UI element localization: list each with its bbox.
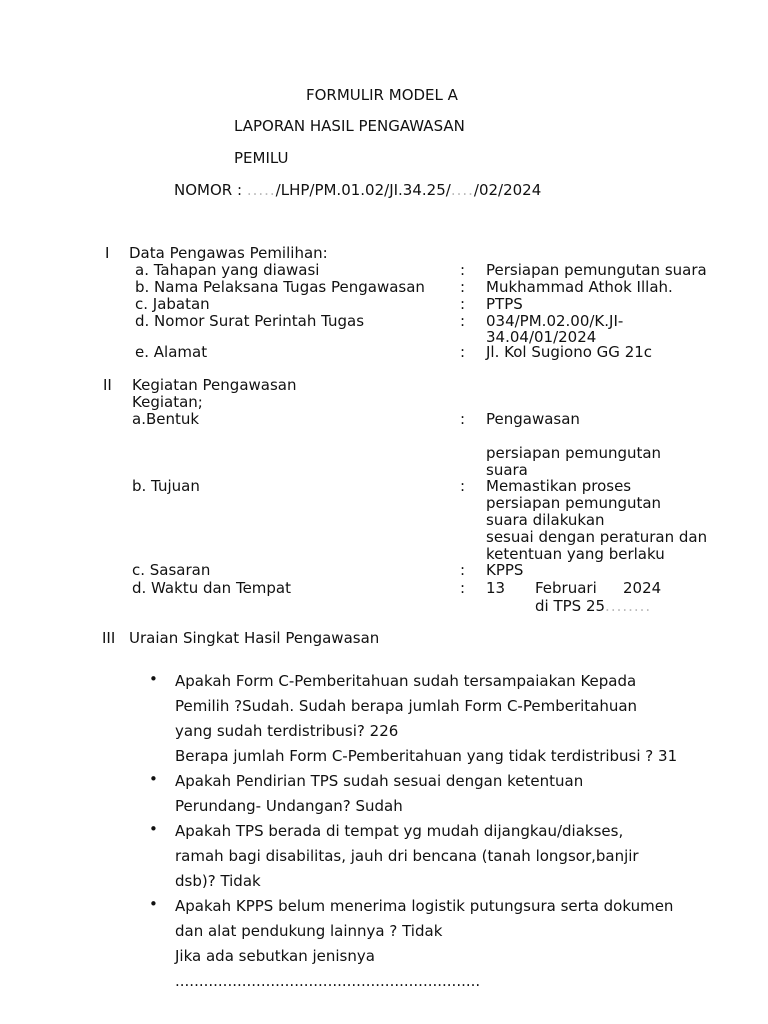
bullet-line: dan alat pendukung lainnya ? Tidak [175, 922, 443, 940]
bullet-line: Pemilih ?Sudah. Sudah berapa jumlah Form C-Pemberitahuan [175, 697, 638, 715]
nomor-blank-2: .... [450, 181, 474, 199]
bullet-line: Jika ada sebutkan jenisnya [175, 947, 375, 965]
waktu-place-blank: ........ [605, 597, 652, 615]
row-colon: : [460, 261, 466, 279]
waktu-place-line [535, 598, 651, 615]
row-value-2: 34.04/01/2024 [486, 328, 597, 346]
bullet-line-dots: ................................................................ [175, 972, 481, 990]
row-colon: : [460, 343, 466, 361]
row-colon: : [460, 278, 466, 296]
row-label: a. Tahapan yang diawasi [135, 261, 320, 279]
bentuk-value: Pengawasan [486, 410, 580, 428]
row-value: PTPS [486, 295, 523, 313]
tujuan-line: Memastikan proses [486, 477, 632, 495]
nomor-suffix: /02/2024 [473, 181, 542, 199]
section-1-title: Data Pengawas Pemilihan: [129, 244, 328, 262]
bullet-item-2 [175, 769, 715, 819]
waktu-place: di TPS 25 [535, 597, 606, 615]
bullet-icon: • [149, 895, 158, 913]
bullet-line [175, 669, 675, 694]
tujuan-line: suara dilakukan [486, 511, 605, 529]
waktu-label: d. Waktu dan Tempat [132, 579, 292, 597]
section-2-title: Kegiatan Pengawasan [132, 376, 297, 394]
bullet-line: yang sudah terdistribusi? 226 [175, 722, 399, 740]
section-1-numeral: I [105, 244, 110, 262]
bullet-item-1 [175, 669, 715, 769]
bentuk-extra-2: suara [486, 461, 528, 479]
tujuan-line: persiapan pemungutan [486, 494, 662, 512]
row-value: Mukhammad Athok Illah. [486, 278, 673, 296]
tujuan-line: ketentuan yang berlaku [486, 545, 665, 563]
nomor-middle: /LHP/PM.01.02/JI.34.25/ [275, 181, 451, 199]
bullet-icon: • [149, 670, 158, 688]
row-label: d. Nomor Surat Perintah Tugas [135, 312, 365, 330]
bentuk-label: a.Bentuk [132, 410, 200, 428]
row-label: e. Alamat [135, 343, 208, 361]
report-subtitle: PEMILU [234, 149, 289, 167]
waktu-month: Februari [535, 579, 597, 597]
sasaran-label: c. Sasaran [132, 561, 211, 579]
bentuk-extra-1: persiapan pemungutan [486, 444, 662, 462]
bullet-icon: • [149, 770, 158, 788]
bullet-line: Apakah KPPS belum menerima logistik putungsura serta dokumen [175, 897, 674, 915]
bullet-line: ramah bagi disabilitas, jauh dri bencana (tanah longsor,banjir [175, 847, 639, 865]
waktu-day: 13 [486, 579, 506, 597]
form-title: FORMULIR MODEL A [306, 86, 458, 104]
nomor-label: NOMOR : [174, 181, 243, 199]
row-value: Jl. Kol Sugiono GG 21c [486, 343, 653, 361]
nomor-line [174, 182, 541, 199]
section-3-title: Uraian Singkat Hasil Pengawasan [129, 629, 380, 647]
bullet-line: Apakah TPS berada di tempat yg mudah dijangkau/diakses, [175, 822, 624, 840]
section-2-numeral: II [103, 376, 112, 394]
row-label: b. Nama Pelaksana Tugas Pengawasan [135, 278, 425, 296]
report-title: LAPORAN HASIL PENGAWASAN [234, 117, 465, 135]
bentuk-colon: : [460, 410, 466, 428]
bullet-item-3 [175, 819, 715, 894]
section-3-numeral: III [102, 629, 116, 647]
bullet-line: Perundang- Undangan? Sudah [175, 797, 403, 815]
tujuan-colon: : [460, 477, 466, 495]
bullet-line: Berapa jumlah Form C-Pemberitahuan yang tidak terdistribusi ? 31 [175, 747, 678, 765]
row-colon: : [460, 312, 466, 330]
waktu-colon: : [460, 579, 466, 597]
bullet-item-4 [175, 894, 715, 994]
tujuan-line: sesuai dengan peraturan dan [486, 528, 708, 546]
row-label: c. Jabatan [135, 295, 210, 313]
sasaran-colon: : [460, 561, 466, 579]
row-value: 034/PM.02.00/K.JI- [486, 312, 624, 330]
sasaran-value: KPPS [486, 561, 524, 579]
line-text: Apakah Form C-Pemberitahuan sudah tersampaiakan Kepada [175, 672, 637, 690]
bullet-line: Apakah Pendirian TPS sudah sesuai dengan ketentuan [175, 772, 584, 790]
bullet-icon: • [149, 820, 158, 838]
bullet-line: dsb)? Tidak [175, 872, 261, 890]
tujuan-label: b. Tujuan [132, 477, 200, 495]
waktu-year: 2024 [623, 579, 662, 597]
nomor-blank-1: ..... [246, 181, 276, 199]
row-value: Persiapan pemungutan suara [486, 261, 707, 279]
section-2-subtitle: Kegiatan; [132, 393, 203, 411]
row-colon: : [460, 295, 466, 313]
